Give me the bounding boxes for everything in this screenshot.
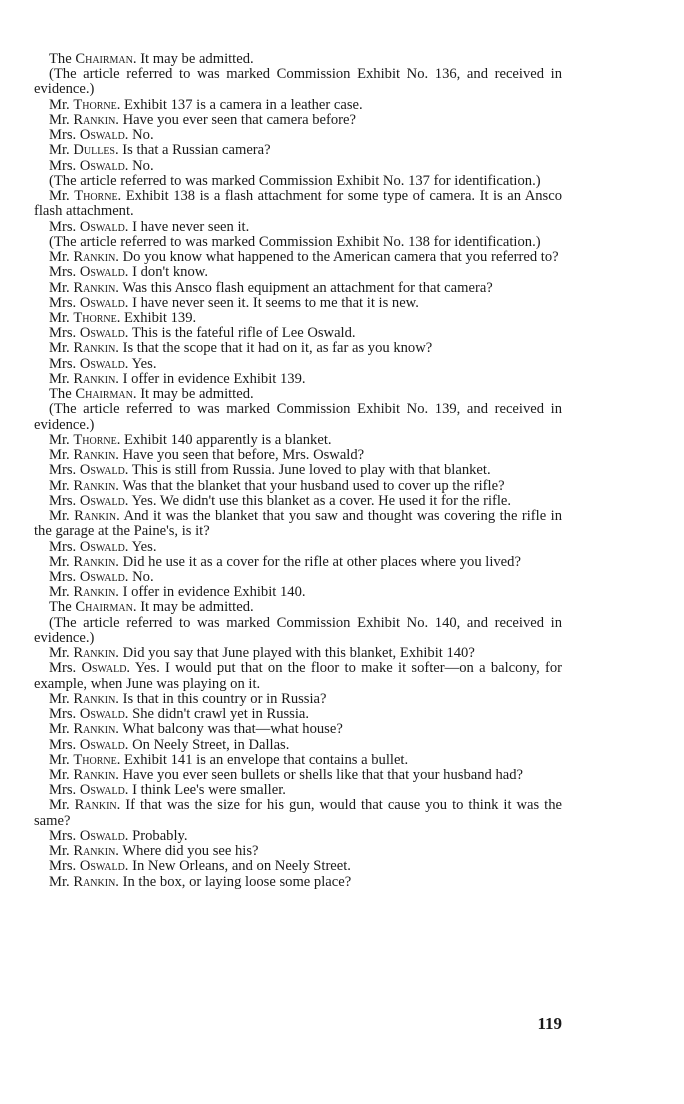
speaker-name: Oswald. [79,492,129,509]
exhibit-note [34,616,562,646]
testimony-paragraph [34,479,562,494]
testimony-paragraph [34,509,562,539]
testimony-paragraph [34,798,562,828]
speaker-name: Oswald. [79,294,129,311]
speaker-title: The [49,386,72,403]
speaker-name: Rankin. [73,447,119,464]
testimony-paragraph [34,600,562,615]
testimony-paragraph [34,52,562,67]
paragraph-text: No. [132,157,154,174]
speaker-name: Rankin. [73,553,119,570]
speaker-title: Mr. [49,553,70,570]
speaker-title: Mr. [49,111,70,128]
speaker-name: Oswald. [79,858,129,875]
speaker-name: Oswald. [79,736,129,753]
testimony-paragraph [34,326,562,341]
speaker-title: Mr. [49,797,70,814]
speaker-title: The [49,51,72,67]
testimony-paragraph [34,494,562,509]
speaker-title: Mr. [49,584,70,601]
testimony-paragraph [34,555,562,570]
paragraph-text: Yes. We didn't use this blanket as a cover. He used it for the rifle. [131,492,512,509]
speaker-title: Mrs. [49,538,77,555]
speaker-name: Thorne. [73,751,121,768]
testimony-paragraph [34,143,562,158]
paragraph-text: If that was the size for his gun, would that cause you to think it was the same? [34,797,562,829]
paragraph-text: Yes. [131,355,157,372]
paragraph-text: Have you seen that before, Mrs. Oswald? [122,447,365,464]
testimony-paragraph [34,113,562,128]
speaker-name: Rankin. [73,873,119,890]
paragraph-text: It may be admitted. [140,599,254,616]
speaker-name: Chairman. [75,51,137,67]
testimony-paragraph [34,738,562,753]
testimony-paragraph [34,768,562,783]
speaker-title: Mr. [49,873,70,890]
testimony-paragraph [34,281,562,296]
testimony-paragraph [34,98,562,113]
speaker-name: Rankin. [73,584,119,601]
speaker-title: Mr. [49,370,70,387]
testimony-paragraph [34,372,562,387]
testimony-paragraph [34,540,562,555]
paragraph-text: I offer in evidence Exhibit 140. [122,584,306,601]
testimony-paragraph [34,661,562,691]
paragraph-text: Is that a Russian camera? [122,142,271,159]
speaker-name: Oswald. [79,157,129,174]
paragraph-text: She didn't crawl yet in Russia. [132,706,310,723]
speaker-name: Thorne. [73,309,121,326]
speaker-name: Rankin. [73,477,119,494]
page-number: 119 [537,1014,562,1033]
paragraph-text: Do you know what happened to the American camera that you referred to? [122,249,559,266]
paragraph-text: I have never seen it. [132,218,250,235]
speaker-title: Mr. [49,447,70,464]
speaker-name: Oswald. [79,706,129,723]
speaker-title: Mr. [49,340,70,357]
speaker-title: Mrs. [49,294,77,311]
speaker-name: Oswald. [79,782,129,799]
speaker-name: Oswald. [79,218,129,235]
paragraph-text: No. [132,568,154,585]
paragraph-text: Is that the scope that it had on it, as far as you know? [122,340,433,357]
speaker-title: Mrs. [49,568,77,585]
testimony-paragraph [34,448,562,463]
speaker-title: The [49,599,72,616]
speaker-title: Mr. [49,751,70,768]
paragraph-text: Yes. I would put that on the floor to make it softer—on a balcony, for example, when June was playing on it. [34,660,563,692]
paragraph-text: Exhibit 141 is an envelope that contains a bullet. [124,751,409,768]
speaker-name: Rankin. [73,767,119,784]
paragraph-text: Exhibit 140 apparently is a blanket. [124,431,332,448]
paragraph-text: (The article referred to was marked Commission Exhibit No. 136, and received in evidence.) [34,66,562,98]
paragraph-text: It may be admitted. [140,386,254,403]
speaker-name: Thorne. [73,96,121,113]
speaker-title: Mr. [49,96,70,113]
paragraph-text: (The article referred to was marked Commission Exhibit No. 137 for identification.) [49,172,541,189]
testimony-paragraph [34,753,562,768]
exhibit-note [34,67,562,97]
speaker-title: Mrs. [49,858,77,875]
paragraph-text: Did you say that June played with this blanket, Exhibit 140? [122,645,475,662]
speaker-name: Rankin. [73,249,119,266]
speaker-title: Mr. [49,508,70,525]
paragraph-text: Exhibit 139. [124,309,197,326]
speaker-title: Mrs. [49,157,77,174]
paragraph-text: I don't know. [132,264,208,281]
speaker-title: Mr. [49,249,70,266]
paragraph-text: And it was the blanket that you saw and thought was covering the rifle in the garage at the Paine's, is it? [34,508,562,540]
paragraph-text: I offer in evidence Exhibit 139. [122,370,306,387]
paragraph-text: I have never seen it. It seems to me that it is new. [132,294,419,311]
speaker-title: Mrs. [49,127,77,144]
speaker-title: Mr. [49,309,70,326]
paragraph-text: Have you ever seen bullets or shells like that that your husband had? [122,767,524,784]
exhibit-note [34,174,562,189]
testimony-paragraph [34,311,562,326]
testimony-paragraph [34,433,562,448]
speaker-title: Mr. [49,690,70,707]
speaker-name: Oswald. [79,538,129,555]
paragraph-text: In New Orleans, and on Neely Street. [132,858,351,875]
paragraph-text: It may be admitted. [140,51,254,67]
speaker-title: Mr. [49,843,70,860]
speaker-title: Mrs. [49,827,77,844]
speaker-name: Oswald. [79,568,129,585]
testimony-paragraph [34,707,562,722]
speaker-title: Mr. [49,188,70,205]
speaker-name: Dulles. [73,142,119,159]
paragraph-text: Was that the blanket that your husband used to cover up the rifle? [122,477,505,494]
paragraph-text: Exhibit 137 is a camera in a leather case. [124,96,363,113]
testimony-paragraph [34,296,562,311]
testimony-paragraph [34,159,562,174]
speaker-name: Thorne. [73,431,121,448]
speaker-name: Oswald. [79,827,129,844]
speaker-title: Mr. [49,477,70,494]
paragraph-text: What balcony was that—what house? [122,721,343,738]
speaker-title: Mrs. [49,706,77,723]
testimony-paragraph [34,341,562,356]
speaker-name: Rankin. [73,370,119,387]
testimony-paragraph [34,250,562,265]
testimony-paragraph [34,844,562,859]
speaker-name: Rankin. [73,721,119,738]
exhibit-note [34,235,562,250]
testimony-paragraph [34,585,562,600]
speaker-name: Oswald. [79,325,129,342]
speaker-title: Mrs. [49,218,77,235]
speaker-name: Rankin. [74,797,121,814]
testimony-paragraph [34,265,562,280]
speaker-title: Mr. [49,645,70,662]
paragraph-text: Probably. [132,827,188,844]
paragraph-text: In the box, or laying loose some place? [122,873,352,890]
testimony-paragraph [34,463,562,478]
paragraph-text: No. [132,127,154,144]
testimony-paragraph [34,722,562,737]
speaker-title: Mrs. [49,462,77,479]
paragraph-text: (The article referred to was marked Commission Exhibit No. 138 for identification.) [49,233,541,250]
testimony-paragraph [34,189,562,219]
speaker-title: Mrs. [49,660,77,677]
speaker-title: Mr. [49,279,70,296]
paragraph-text: This is still from Russia. June loved to play with that blanket. [131,462,491,479]
speaker-name: Rankin. [74,508,120,525]
paragraph-text: Yes. [131,538,157,555]
testimony-paragraph [34,783,562,798]
speaker-title: Mr. [49,721,70,738]
testimony-paragraph [34,646,562,661]
speaker-title: Mrs. [49,782,77,799]
speaker-title: Mrs. [49,325,77,342]
speaker-name: Oswald. [81,660,131,677]
testimony-paragraph [34,220,562,235]
testimony-paragraph [34,128,562,143]
speaker-title: Mr. [49,431,70,448]
speaker-name: Rankin. [73,340,119,357]
speaker-name: Chairman. [75,599,137,616]
speaker-name: Rankin. [73,111,119,128]
speaker-name: Thorne. [74,188,122,205]
paragraph-text: Where did you see his? [122,843,259,860]
paragraph-text: This is the fateful rifle of Lee Oswald. [131,325,356,342]
testimony-paragraph [34,570,562,585]
speaker-name: Rankin. [73,279,119,296]
paragraph-text: Is that in this country or in Russia? [122,690,327,707]
paragraph-text: (The article referred to was marked Commission Exhibit No. 140, and received in evidence.) [34,614,562,646]
speaker-title: Mrs. [49,264,77,281]
paragraph-text: Was this Ansco flash equipment an attachment for that camera? [122,279,493,296]
paragraph-text: Did he use it as a cover for the rifle at other places where you lived? [122,553,521,570]
transcript-body [34,52,562,890]
exhibit-note [34,402,562,432]
speaker-name: Oswald. [79,462,129,479]
speaker-title: Mrs. [49,355,77,372]
speaker-name: Rankin. [73,645,119,662]
speaker-name: Rankin. [73,690,119,707]
testimony-paragraph [34,875,562,890]
speaker-name: Oswald. [79,355,129,372]
speaker-name: Chairman. [75,386,137,403]
paragraph-text: Exhibit 138 is a flash attachment for some type of camera. It is an Ansco flash attachment. [34,188,562,220]
speaker-name: Oswald. [79,264,129,281]
paragraph-text: (The article referred to was marked Commission Exhibit No. 139, and received in evidence.) [34,401,562,433]
speaker-title: Mrs. [49,492,77,509]
paragraph-text: On Neely Street, in Dallas. [132,736,290,753]
testimony-paragraph [34,692,562,707]
speaker-name: Rankin. [73,843,119,860]
paragraph-text: Have you ever seen that camera before? [122,111,356,128]
speaker-title: Mr. [49,142,70,159]
speaker-name: Oswald. [79,127,129,144]
testimony-paragraph [34,357,562,372]
testimony-paragraph [34,859,562,874]
speaker-title: Mr. [49,767,70,784]
testimony-paragraph [34,387,562,402]
speaker-title: Mrs. [49,736,77,753]
paragraph-text: I think Lee's were smaller. [132,782,286,799]
testimony-paragraph [34,829,562,844]
